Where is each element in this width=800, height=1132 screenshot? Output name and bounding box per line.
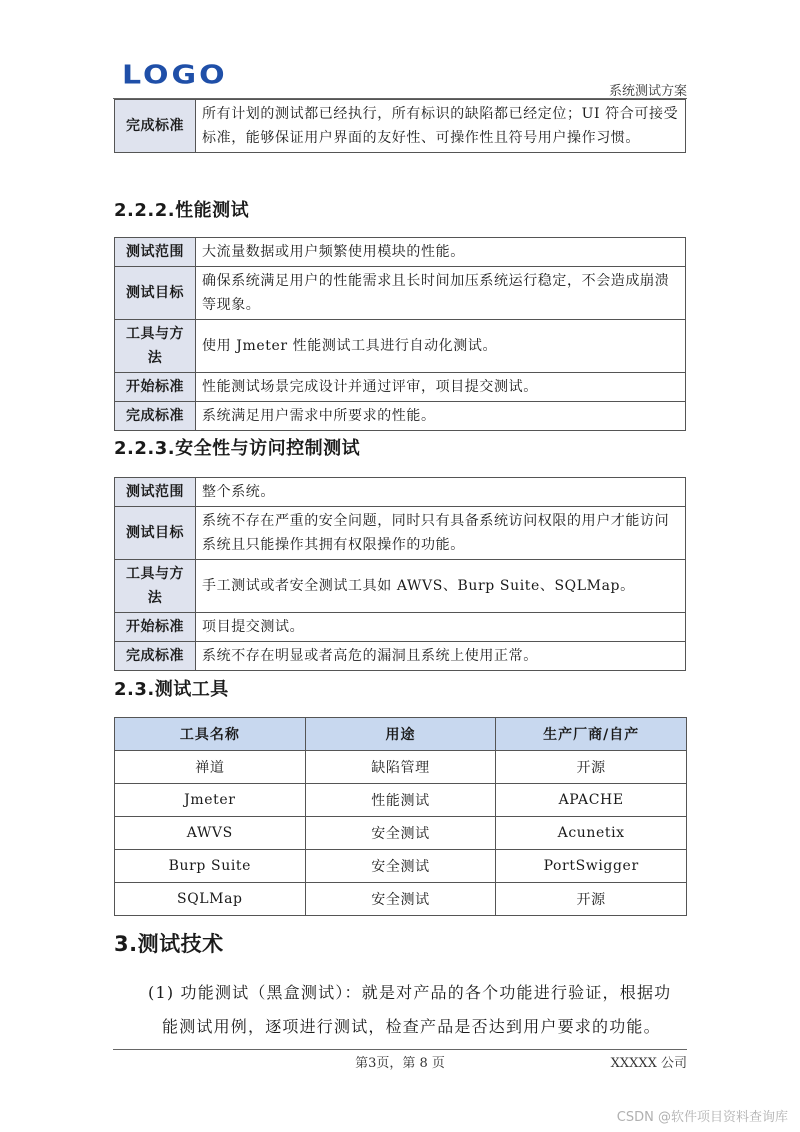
table-row	[115, 751, 687, 784]
tool-vendor-cell: 开源	[496, 751, 687, 784]
table-row	[115, 402, 686, 431]
row-text: 大流量数据或用户频繁使用模块的性能。	[196, 238, 686, 267]
company-name: XXXXX 公司	[610, 1056, 687, 1071]
tool-usage-cell: 性能测试	[305, 784, 496, 817]
table-row	[115, 613, 686, 642]
table-row	[115, 883, 687, 916]
tool-name-cell: Burp Suite	[115, 850, 306, 883]
table-row	[115, 642, 686, 671]
table-row	[115, 478, 686, 507]
tool-usage-cell: 缺陷管理	[305, 751, 496, 784]
table-row	[115, 817, 687, 850]
functional-test-table-tail	[114, 99, 686, 153]
row-text: 系统不存在严重的安全问题，同时只有具备系统访问权限的用户才能访问系统且只能操作其拥有权限操作的功能。	[196, 507, 686, 560]
tool-vendor-cell: Acunetix	[496, 817, 687, 850]
section-heading-tools: 2.3.测试工具	[114, 679, 229, 700]
row-text: 整个系统。	[196, 478, 686, 507]
row-text: 系统不存在明显或者高危的漏洞且系统上使用正常。	[196, 642, 686, 671]
table-row	[115, 238, 686, 267]
row-label: 测试范围	[115, 238, 196, 267]
table-header-row	[115, 718, 687, 751]
row-label: 测试目标	[115, 267, 196, 320]
row-label: 完成标准	[115, 642, 196, 671]
row-text: 性能测试场景完成设计并通过评审，项目提交测试。	[196, 373, 686, 402]
table-row	[115, 320, 686, 373]
row-label: 完成标准	[115, 402, 196, 431]
tool-name-cell: SQLMap	[115, 883, 306, 916]
row-text: 系统满足用户需求中所要求的性能。	[196, 402, 686, 431]
tool-name-cell: Jmeter	[115, 784, 306, 817]
table-row	[115, 784, 687, 817]
row-label: 开始标准	[115, 613, 196, 642]
paragraph-line: (1) 功能测试（黑盒测试）：就是对产品的各个功能进行验证，根据功	[148, 983, 672, 1002]
table-row	[115, 850, 687, 883]
column-header: 用途	[305, 718, 496, 751]
column-header: 工具名称	[115, 718, 306, 751]
row-text: 确保系统满足用户的性能需求且长时间加压系统运行稳定，不会造成崩溃等现象。	[196, 267, 686, 320]
section-heading-security: 2.2.3.安全性与访问控制测试	[114, 438, 361, 459]
row-text: 所有计划的测试都已经执行，所有标识的缺陷都已经定位；UI 符合可接受标准，能够保证用户界面的友好性、可操作性且符号用户操作习惯。	[196, 100, 686, 153]
tool-name-cell: 禅道	[115, 751, 306, 784]
section-heading-techniques: 3.测试技术	[114, 932, 224, 956]
row-label: 完成标准	[115, 100, 196, 153]
table-row	[115, 507, 686, 560]
tool-usage-cell: 安全测试	[305, 850, 496, 883]
performance-test-table	[114, 237, 686, 431]
row-text: 使用 Jmeter 性能测试工具进行自动化测试。	[196, 320, 686, 373]
column-header: 生产厂商/自产	[496, 718, 687, 751]
row-text: 项目提交测试。	[196, 613, 686, 642]
tool-vendor-cell: PortSwigger	[496, 850, 687, 883]
section-heading-performance: 2.2.2.性能测试	[114, 200, 250, 221]
table-row	[115, 100, 686, 153]
technique-item-functional	[148, 976, 688, 1044]
row-label: 开始标准	[115, 373, 196, 402]
page-number: 第3页，第 8 页	[355, 1056, 445, 1071]
document-title: 系统测试方案	[608, 84, 687, 99]
table-row	[115, 267, 686, 320]
tool-vendor-cell: 开源	[496, 883, 687, 916]
test-tools-table	[114, 717, 687, 916]
table-row	[115, 560, 686, 613]
tool-usage-cell: 安全测试	[305, 817, 496, 850]
row-label: 工具与方法	[115, 320, 196, 373]
row-label: 测试范围	[115, 478, 196, 507]
row-label: 工具与方法	[115, 560, 196, 613]
watermark: CSDN @软件项目资料查询库	[616, 1110, 788, 1125]
footer-divider	[113, 1049, 687, 1050]
row-text: 手工测试或者安全测试工具如 AWVS、Burp Suite、SQLMap。	[196, 560, 686, 613]
tool-name-cell: AWVS	[115, 817, 306, 850]
row-label: 测试目标	[115, 507, 196, 560]
security-test-table	[114, 477, 686, 671]
paragraph-line: 能测试用例，逐项进行测试，检查产品是否达到用户要求的功能。	[162, 1017, 661, 1036]
tool-vendor-cell: APACHE	[496, 784, 687, 817]
table-row	[115, 373, 686, 402]
tool-usage-cell: 安全测试	[305, 883, 496, 916]
logo: LOGO	[122, 60, 228, 91]
